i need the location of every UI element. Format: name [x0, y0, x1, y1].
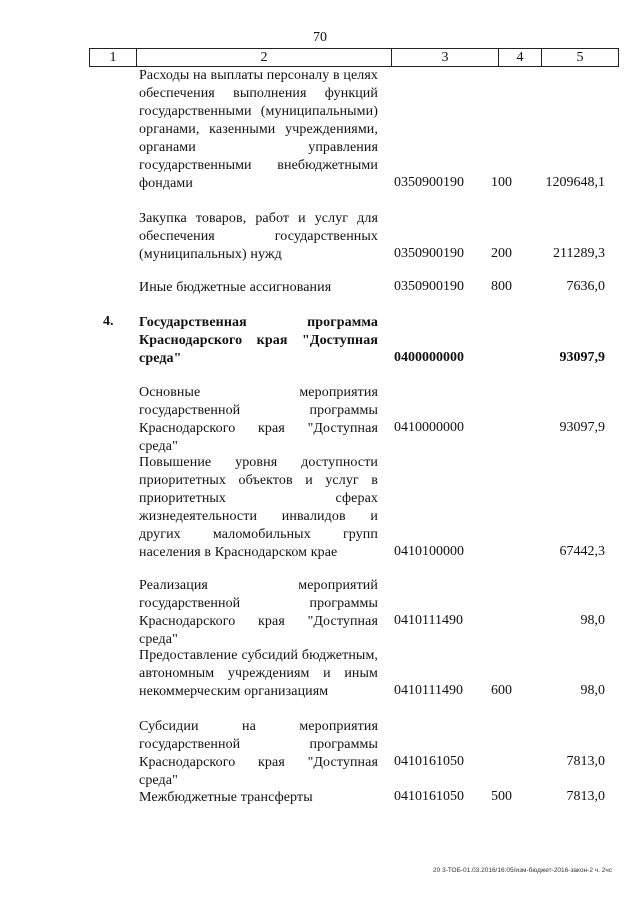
row-amount: 7813,0: [566, 789, 605, 804]
row-expense-type: 100: [491, 175, 512, 190]
row-amount: 98,0: [580, 683, 605, 698]
row-code: 0410111490: [394, 683, 463, 698]
row-amount: 98,0: [580, 613, 605, 628]
row-amount: 67442,3: [559, 544, 605, 559]
row-description: Закупка товаров, работ и услуг для обеспечения государственных (муниципальных) нужд: [139, 211, 378, 262]
row-description: Предоставление субсидий бюджетным, автономным учреждениям и иным некоммерческим организациям: [139, 648, 378, 699]
row-description: Повышение уровня доступности приоритетных объектов и услуг в приоритетных сферах жизнедеятельности инвалидов и других маломобильных групп населения в Краснодарском крае: [139, 455, 378, 560]
row-expense-type: 200: [491, 246, 512, 261]
column-header-4: 4: [499, 49, 542, 67]
row-code: 0400000000: [394, 350, 464, 365]
row-amount: 7813,0: [566, 754, 605, 769]
row-amount: 7636,0: [566, 279, 605, 294]
row-description: Реализация мероприятий государственной программы Краснодарского края "Доступная среда": [139, 578, 378, 647]
column-header-table: [89, 48, 619, 67]
row-code: 0410161050: [394, 789, 464, 804]
row-amount: 211289,3: [553, 246, 605, 261]
row-expense-type: 600: [491, 683, 512, 698]
row-description: Расходы на выплаты персоналу в целях обеспечения выполнения функций государственными (муниципальными) органами, казенными учреждениями, органами управления государственными внебюджетными фондами: [139, 68, 378, 191]
column-header-row: [90, 49, 619, 67]
row-description: Основные мероприятия государственной программы Краснодарского края "Доступная среда": [139, 385, 378, 454]
row-code: 0350900190: [394, 246, 464, 261]
row-description: Государственная программа Краснодарского края "Доступная среда": [139, 315, 378, 366]
row-code: 0410000000: [394, 420, 464, 435]
row-amount: 93097,9: [559, 350, 605, 365]
row-description: Иные бюджетные ассигнования: [139, 280, 332, 295]
row-expense-type: 800: [491, 279, 512, 294]
column-header-3: 3: [392, 49, 499, 67]
row-code: 0410111490: [394, 613, 463, 628]
column-header-2: 2: [137, 49, 392, 67]
row-code: 0350900190: [394, 279, 464, 294]
page-number: 70: [313, 30, 327, 45]
row-code: 0410100000: [394, 544, 464, 559]
row-amount: 1209648,1: [545, 175, 605, 190]
row-code: 0410161050: [394, 754, 464, 769]
footer-file-reference: 20 3-ТОБ-01.03.2016/16:05/изм-бюджет-2016-закон-2 ч. 2чс: [433, 867, 612, 874]
row-amount: 93097,9: [559, 420, 605, 435]
row-description: Межбюджетные трансферты: [139, 790, 313, 805]
row-code: 0350900190: [394, 175, 464, 190]
column-header-1: 1: [90, 49, 137, 67]
row-description: Субсидии на мероприятия государственной программы Краснодарского края "Доступная среда": [139, 719, 378, 788]
row-expense-type: 500: [491, 789, 512, 804]
row-number: 4.: [103, 314, 114, 329]
column-header-5: 5: [542, 49, 619, 67]
